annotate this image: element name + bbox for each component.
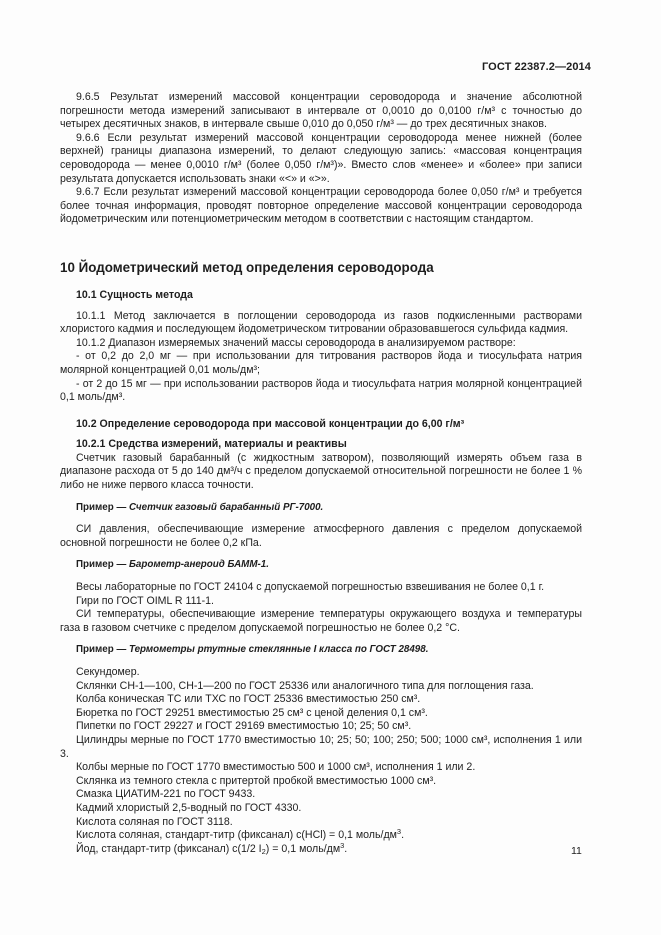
- example-text: Барометр-анероид БАММ-1.: [128, 559, 269, 571]
- list-item: Колбы мерные по ГОСТ 1770 вместимостью 500 и 1000 см³, исполнения 1 или 2.: [76, 761, 476, 774]
- example-label: Пример —: [76, 644, 127, 656]
- list-item: Секундомер.: [76, 666, 140, 678]
- section-10-2-1-heading: 10.2.1 Средства измерений, материалы и реактивы: [76, 438, 347, 451]
- list-item: Цилиндры мерные по ГОСТ 1770 вместимостью 10; 25; 50; 100; 250; 500; 1000 см³, исполнения 1 или 3.: [60, 733, 582, 760]
- list-item: Кислота соляная по ГОСТ 3118.: [76, 815, 233, 828]
- paragraph-9-6-5: 9.6.5 Результат измерений массовой концентрации сероводорода и значение абсолютной погрешности метода измерений записывают в интервале от 0,0010 до 0,0100 г/м³ с точностью до четырех десятичных знаков, в интервале свыше 0,010 до 0,050 г/м³ — до трех десятичных знаков.: [60, 91, 582, 131]
- list-item: Колба коническая ТС или ТХС по ГОСТ 25336 вместимостью 250 см³.: [76, 693, 421, 706]
- paragraph-10-1-2: 10.1.2 Диапазон измеряемых значений массы сероводорода в анализируемом растворе:: [76, 336, 516, 349]
- list-item: Склянки СН-1—100, СН-1—200 по ГОСТ 25336 или аналогичного типа для поглощения газа.: [76, 679, 534, 692]
- example-note: [76, 558, 582, 572]
- list-item: Кадмий хлористый 2,5-водный по ГОСТ 4330.: [76, 801, 302, 814]
- section-10-2-heading: 10.2 Определение сероводорода при массовой концентрации до 6,00 г/м³: [76, 417, 465, 430]
- iodine-fixanal-text: Йод, стандарт-титр (фиксанал) c(1/2 I: [76, 842, 262, 855]
- example-note: [76, 643, 582, 657]
- example-text: Счетчик газовый барабанный РГ-7000.: [128, 501, 324, 513]
- example-label: Пример —: [76, 559, 127, 571]
- document-body: [60, 91, 582, 856]
- pressure-instrument-paragraph: СИ давления, обеспечивающие измерение атмосферного давления с пределом допускаемой основной погрешности не более 0,2 кПа.: [60, 523, 582, 549]
- range-item-2: - от 2 до 15 мг — при использовании растворов йода и тиосульфата натрия молярной концентрацией 0,1 моль/дм³.: [60, 377, 582, 404]
- weights-paragraph: Гири по ГОСТ OIML R 111-1.: [76, 594, 214, 607]
- list-item: Бюретка по ГОСТ 29251 вместимостью 25 см³ с ценой деления 0,1 см³.: [76, 706, 428, 719]
- list-item: Смазка ЦИАТИМ-221 по ГОСТ 9433.: [76, 788, 256, 801]
- section-10-1-heading: 10.1 Сущность метода: [76, 288, 193, 301]
- hcl-fixanal-text: Кислота соляная, стандарт-титр (фиксанал) c(HCl) = 0,1 моль/дм: [76, 829, 397, 842]
- document-code-header: ГОСТ 22387.2—2014: [481, 61, 591, 73]
- page-number: 11: [571, 845, 582, 857]
- list-item: Кислота соляная, стандарт-титр (фиксанал) c(HCl) = 0,1 моль/$дм^3$.: [76, 827, 405, 842]
- scales-paragraph: Весы лабораторные по ГОСТ 24104 с допускаемой погрешностью взвешивания не более 0,1 г.: [76, 581, 545, 594]
- example-label: Пример —: [76, 501, 127, 513]
- temperature-instrument-paragraph: СИ температуры, обеспечивающие измерение температуры окружающего воздуха и температуры газа в газовом счетчике с пределом допускаемой погрешностью не более 0,2 °С.: [60, 608, 582, 634]
- gas-counter-paragraph: Счетчик газовый барабанный (с жидкостным затвором), позволяющий измерять объем газа в диапазоне расхода от 5 до 140 дм³/ч с пределом допускаемой относительной погрешности не более 1 % либо не ниже первого класса точности.: [60, 451, 582, 492]
- iodine-fixanal-text-end: ) = 0,1 моль/дм: [265, 842, 341, 855]
- paragraph-9-6-7: 9.6.7 Если результат измерений массовой концентрации сероводорода более 0,050 г/м³ и требуется более точная информация, проводят повторное определение массовой концентрации сероводорода йодометрическим или потенциометрическим методом в соответствии с настоящим стандартом.: [60, 186, 582, 226]
- list-item: Пипетки по ГОСТ 29227 и ГОСТ 29169 вместимостью 10; 25; 50 см³.: [76, 720, 412, 733]
- example-text: Термометры ртутные стеклянные I класса по ГОСТ 28498.: [128, 644, 429, 656]
- paragraph-10-1-1: 10.1.1 Метод заключается в поглощении сероводорода из газов подкисленными растворами хлористого кадмия и последующем йодометрическом титровании образовавшегося сульфида кадмия.: [60, 309, 582, 336]
- list-item: Йод, стандарт-титр (фиксанал) c(1/2 $I_2) = 0,1$ моль/$дм^3$.: [76, 840, 348, 856]
- list-item: Склянка из темного стекла с притертой пробкой вместимостью 1000 см³.: [76, 774, 437, 787]
- paragraph-9-6-6: 9.6.6 Если результат измерений массовой концентрации сероводорода менее нижней (более верхней) границы диапазона измерений, то делают следующую запись: «массовая концентрация сероводорода — менее 0,0010 г/м³ (более 0,050 г/м³)». Вместо слов «менее» и «более» при записи результата допускается использовать знаки «<» и «>».: [60, 131, 582, 185]
- range-item-1: - от 0,2 до 2,0 мг — при использовании для титрования растворов йода и тиосульфата натрия молярной концентрацией 0,01 моль/дм³;: [60, 350, 582, 376]
- example-note: [76, 501, 582, 515]
- section-10-heading: 10 Йодометрический метод определения сероводорода: [60, 259, 434, 275]
